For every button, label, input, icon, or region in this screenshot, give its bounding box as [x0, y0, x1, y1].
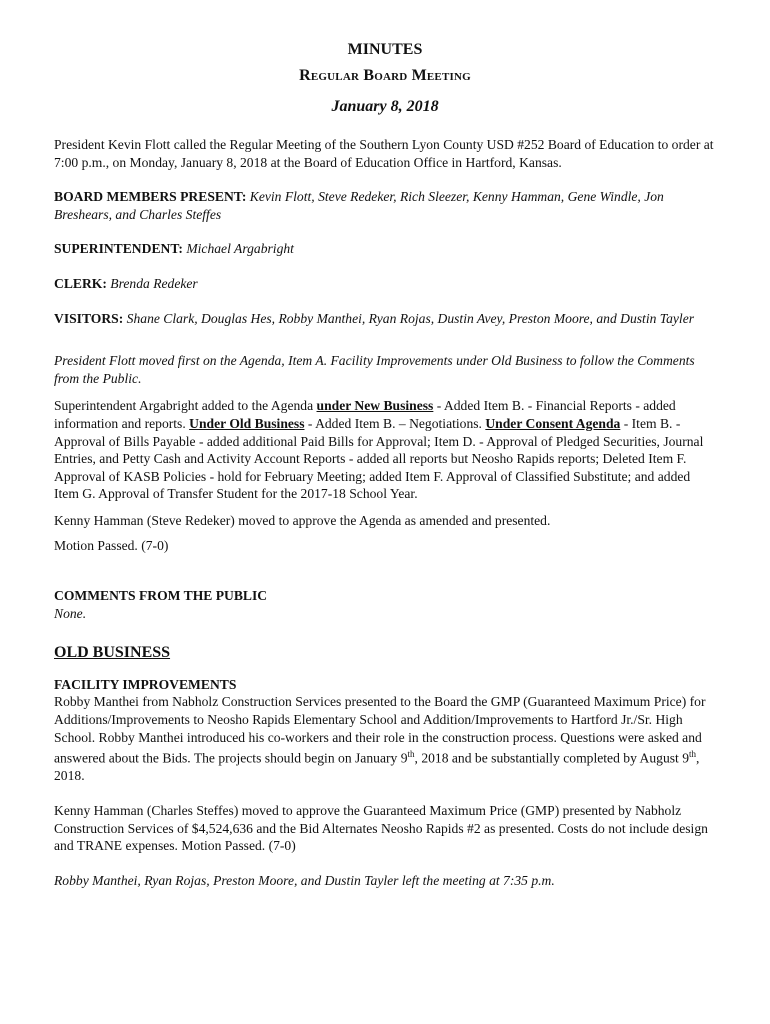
clerk-line — [54, 275, 718, 293]
facility-text-b: , 2018 and be substantially completed by August 9 — [414, 750, 689, 766]
visitors-line — [54, 310, 718, 328]
agenda-text-b: - Added Item B. - Financial Reports - added information and reports. — [54, 398, 676, 431]
public-comments-value: None. — [54, 605, 87, 621]
agenda-text-a: Superintendent Argabright added to the Agenda — [54, 398, 317, 414]
agenda-old-business-link: Under Old Business — [189, 415, 305, 431]
visitors-value: Shane Clark, Douglas Hes, Robby Manthei, Ryan Rojas, Dustin Avey, Preston Moore, and Dustin Tayler — [126, 310, 695, 326]
clerk-label: CLERK: — [54, 275, 107, 291]
board-members-label: BOARD MEMBERS PRESENT: — [54, 189, 247, 205]
facility-improvements-heading: FACILITY IMPROVEMENTS — [54, 676, 237, 692]
facility-text-c: , 2018. — [54, 750, 700, 784]
document-subtitle: Regular Board Meeting — [299, 67, 471, 84]
agenda-consent-link: Under Consent Agenda — [485, 415, 621, 431]
facility-text-a: Robby Manthei from Nabholz Construction Services presented to the Board the GMP (Guaranteed Maximum Price) for Additions/Improvements to Neosho Rapids Elementary School and Addition/Improvements to Hartford Jr./Sr. High School. Robby Manthei introduced his co-workers and their role in the construction process. Questions were asked and answered about the Bids. The projects should begin on January 9 — [54, 694, 706, 766]
gmp-motion: Kenny Hamman (Charles Steffes) moved to approve the Guaranteed Maximum Price (GMP) presented by Nabholz Construction Services of $4,524,636 and the Bid Alternates Neosho Rapids #2 as presented. Costs do not include design and TRANE expenses. Motion Passed. (7-0) — [54, 802, 708, 854]
old-business-heading: OLD BUSINESS — [54, 644, 171, 662]
facility-improvements-paragraph — [54, 693, 718, 785]
superintendent-label: SUPERINTENDENT: — [54, 241, 183, 257]
clerk-value: Brenda Redeker — [110, 275, 198, 291]
board-members-present — [54, 188, 718, 223]
public-comments-heading: COMMENTS FROM THE PUBLIC — [54, 588, 268, 604]
agenda-note: President Flott moved first on the Agenda, Item A. Facility Improvements under Old Business to follow the Comments from the Public. — [54, 353, 695, 386]
facility-sup-2: th — [689, 749, 697, 760]
visitors-label: VISITORS: — [54, 310, 124, 326]
board-members-value: Kevin Flott, Steve Redeker, Rich Sleezer, Kenny Hamman, Gene Windle, Jon Breshears, and Charles Steffes — [54, 189, 664, 222]
agenda-new-business-link: under New Business — [316, 398, 434, 414]
document-title: MINUTES — [347, 41, 423, 58]
agenda-motion: Kenny Hamman (Steve Redeker) moved to approve the Agenda as amended and presented. — [54, 512, 551, 528]
minutes-body — [54, 136, 718, 889]
superintendent-line — [54, 240, 718, 258]
agenda-amendments — [54, 397, 718, 503]
departure-note: Robby Manthei, Ryan Rojas, Preston Moore, and Dustin Tayler left the meeting at 7:35 p.m. — [54, 872, 555, 888]
facility-sup-1: th — [407, 749, 415, 760]
intro-paragraph: President Kevin Flott called the Regular Meeting of the Southern Lyon County USD #252 Board of Education to order at 7:00 p.m., on Monday, January 8, 2018 at the Board of Education Office in Hartford, Kansas. — [54, 137, 714, 170]
superintendent-value: Michael Argabright — [186, 241, 294, 257]
meeting-date: January 8, 2018 — [331, 98, 439, 115]
agenda-text-d: - Item B. - Approval of Bills Payable - added additional Paid Bills for Approval; Item D. - Approval of Pledged Securities, Journal Entries, and Petty Cash and Activity Account Reports - added all reports but Neosho Rapids reports; Deleted Item F. Approval of KASB Policies - hold for February Meeting; added Item F. Approval of Classified Substitute; and added Item G. Approval of Transfer Student for the 2017-18 School Year. — [54, 415, 704, 502]
agenda-text-c: - Added Item B. – Negotiations. — [304, 415, 486, 431]
agenda-motion-result: Motion Passed. (7-0) — [54, 537, 169, 553]
